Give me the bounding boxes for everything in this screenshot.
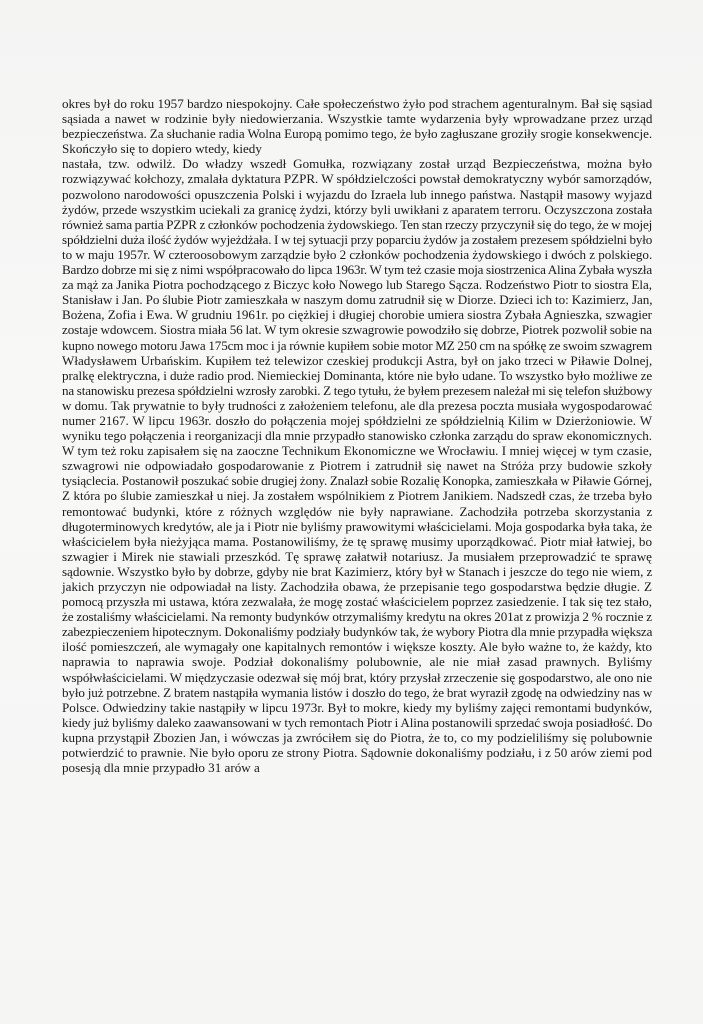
text-line: współwłaścicielami. W międzyczasie odezwał się mój brat, który przysłał zrzeczenie się gospodarstwo, ale ono nie	[62, 669, 653, 685]
text-line: pralkę elektryczna, i duże radio prod. Niemieckiej Dominanta, które nie było udane. To wszystko było możliwe ze	[62, 367, 653, 383]
text-line: Bożena, Zofia i Ewa. W grudniu 1961r. po ciężkiej i długiej chorobie umiera siostra Zybała Agnieszka, szwagier	[62, 307, 653, 323]
text-line: to w maju 1957r. W czteroosobowym zarządzie było 2 członków pochodzenia żydowskiego i dwóch z polskiego.	[62, 246, 653, 262]
text-line: sąsiada a nawet w rodzinie były niedowierzania. Wszystkie tamte wydarzenia były wprowadzane przez urząd	[62, 111, 653, 127]
text-line: wyniku tego połączenia i reorganizacji dla mnie przypadło stanowisko członka zarządu do spraw ekonomicznych.	[62, 428, 652, 444]
text-line: że zostaliśmy właścicielami. Na remonty budynków otrzymaliśmy kredytu na okres 201at z prowizja 2 % rocznie z	[62, 609, 652, 625]
text-line: kiedy już byliśmy daleko zaawansowani w tych remontach Piotr i Alina postanowili sprzedać swoja posiadłość. Do	[62, 714, 653, 730]
text-line: jakich przyczyn nie odpowiadał na listy. Zachodziła obawa, że przepisanie tego gospodarstwa będzie długie. Z	[62, 579, 652, 594]
text-line: było już potrzebne. Z bratem nastąpiła wymania listów i doszło do tego, że brat wyraził zgodę na odwiedziny nas w	[62, 684, 653, 700]
text-line: okres był do roku 1957 bardzo niespokojny. Całe społeczeństwo żyło pod strachem agenturalnym. Bał się sąsiad	[62, 96, 653, 111]
text-line: spółdzielni duża ilość żydów wyjeżdżała. I w tej sytuacji przy poparciu żydów ja zostałem prezesem spółdzielni było	[62, 231, 653, 247]
text-line: Z która po ślubie zamieszkał u niej. Ja zostałem wspólnikiem z Piotrem Janikiem. Nadszedł czas, że trzeba było	[62, 488, 652, 504]
document-body-text	[62, 96, 652, 775]
text-line: bezpieczeństwa. Za słuchanie radia Wolna Europą pomimo tego, że było zagłuszane groziły srogie konsekwencje.	[62, 126, 653, 142]
text-line: w domu. Tak prywatnie to były trudności z założeniem telefonu, ale dla prezesa poczta musiała wygospodarować	[62, 397, 653, 413]
text-line: remontować budynki, które z różnych względów nie były naprawiane. Zachodziła potrzeba skorzystania z	[62, 503, 653, 519]
text-line: Polsce. Odwiedziny takie nastąpiły w lipcu 1973r. Był to mokre, kiedy my byliśmy zajęci remontami budynków,	[62, 699, 653, 715]
text-line: tysiąclecia. Postanowił poszukać sobie drugiej żony. Znalazł sobie Rozalię Konopka, zamieszkała w Piławie Górnej,	[62, 473, 652, 489]
text-line: nastała, tzw. odwilż. Do władzy wszedł Gomułka, rozwiązany został urząd Bezpieczeństwa, można było	[62, 156, 653, 172]
text-line: Bardzo dobrze mi się z nimi współpracowało do lipca 1963r. W tym też czasie moja siostrzenica Alina Zybała wyszła	[62, 262, 652, 278]
text-line: sądownie. Wszystko było by dobrze, gdyby nie brat Kazimierz, który był w Stanach i jeszcze do tego nie wiem, z	[62, 563, 653, 579]
text-line: Władysławem Urbańskim. Kupiłem też telewizor czeskiej produkcji Astra, był on jako trzeci w Piławie Dolnej,	[62, 352, 653, 368]
text-line: ilość pomieszczeń, ale wymagały one kapitalnych remontów i większe koszty. Ale było ważne to, że każdy, kto	[62, 639, 652, 655]
text-line: rozwiązywać kołchozy, zmalała dyktatura PZPR. W spółdzielczości powstał demokratyczny wybór samorządów,	[62, 171, 652, 187]
text-line: na stanowisku prezesa spółdzielni wzrosły zarobki. Z tego tytułu, że byłem prezesem należał mi się telefon służbowy	[62, 382, 652, 398]
text-line: naprawia to naprawia swoje. Podział dokonaliśmy polubownie, ale nie miał zasad prawnych. Byliśmy	[62, 654, 653, 670]
text-line: Skończyło się to dopiero wtedy, kiedy	[62, 141, 262, 157]
text-line: zabezpieczeniem hipotecznym. Dokonaliśmy podziały budynków tak, że wybory Piotra dla mnie przypadła większa	[62, 624, 653, 640]
text-line: posesją dla mnie przypadło 31 arów a	[62, 760, 260, 776]
text-line: Stanisław i Jan. Po ślubie Piotr zamieszkała w naszym domu zatrudnił się w Diorze. Dzieci ich to: Kazimierz, Jan,	[62, 292, 653, 308]
text-line: zostaje wdowcem. Siostra miała 56 lat. W tym okresie szwagrowie powodziło się dobrze, Piotrek pozwolił sobie na	[62, 322, 652, 338]
text-line: pomocą przyszła mi ustawa, która zezwalała, że mogę zostać właścicielem poprzez zasiedzenie. I tak się tez stało,	[62, 594, 652, 610]
text-line: W tym też roku zapisałem się na zaoczne Technikum Ekonomiczne we Wrocławiu. I mniej więcej w tym czasie,	[62, 443, 652, 459]
text-line: szwagier i Mirek nie stawiali przeszkód. Tę sprawę załatwił notariusz. Ja musiałem przeprowadzić te sprawę	[62, 548, 652, 564]
text-line: szwagrowi nie odpowiadało gospodarowanie z Piotrem i zatrudnił się nawet na Stróża przy budowie szkoły	[62, 458, 652, 474]
text-line: również sama partia PZPR z członków pochodzenia żydowskiego. Ten stan rzeczy przyczynił się do tego, że w mojej	[62, 216, 653, 232]
text-line: długoterminowych kredytów, ale ja i Piotr nie byliśmy prawowitymi właścicielami. Moja gospodarka była taka, że	[62, 518, 652, 534]
text-line: żydów, przede wszystkim uciekali za granicę żydzi, którzy byli uwikłani z aparatem terroru. Oczyszczona została	[62, 201, 653, 217]
text-line: za mąż za Janika Piotra pochodzącego z Biczyc koło Nowego lub Starego Sącza. Rodzeństwo Piotr to siostra Ela,	[62, 277, 652, 293]
text-line: numer 2167. W lipcu 1963r. doszło do połączenia mojej spółdzielni ze spółdzielnią Kilim w Dzierżoniowie. W	[62, 412, 653, 428]
text-line: kupna przystąpił Zbozien Jan, i wówczas ja zwróciłem się do Piotra, że to, co my podzieliliśmy się polubownie	[62, 729, 653, 745]
text-line: kupno nowego motoru Jawa 175cm moc i ja równie kupiłem sobie motor MZ 250 cm na spółkę ze swoim szwagrem	[62, 337, 652, 353]
text-line: pozwolono narodowości opuszczenia Polski i wyjazdu do Izraela lub innego państwa. Nastąpił masowy wyjazd	[62, 186, 652, 202]
text-line: potwierdzić to prawnie. Nie było oporu ze strony Piotra. Sądownie dokonaliśmy podziału, i z 50 arów ziemi pod	[62, 745, 652, 761]
text-line: właścicielem była nieżyjąca mama. Postanowiliśmy, że tę sprawę musimy uporządkować. Piotr miał łatwiej, bo	[62, 533, 652, 549]
